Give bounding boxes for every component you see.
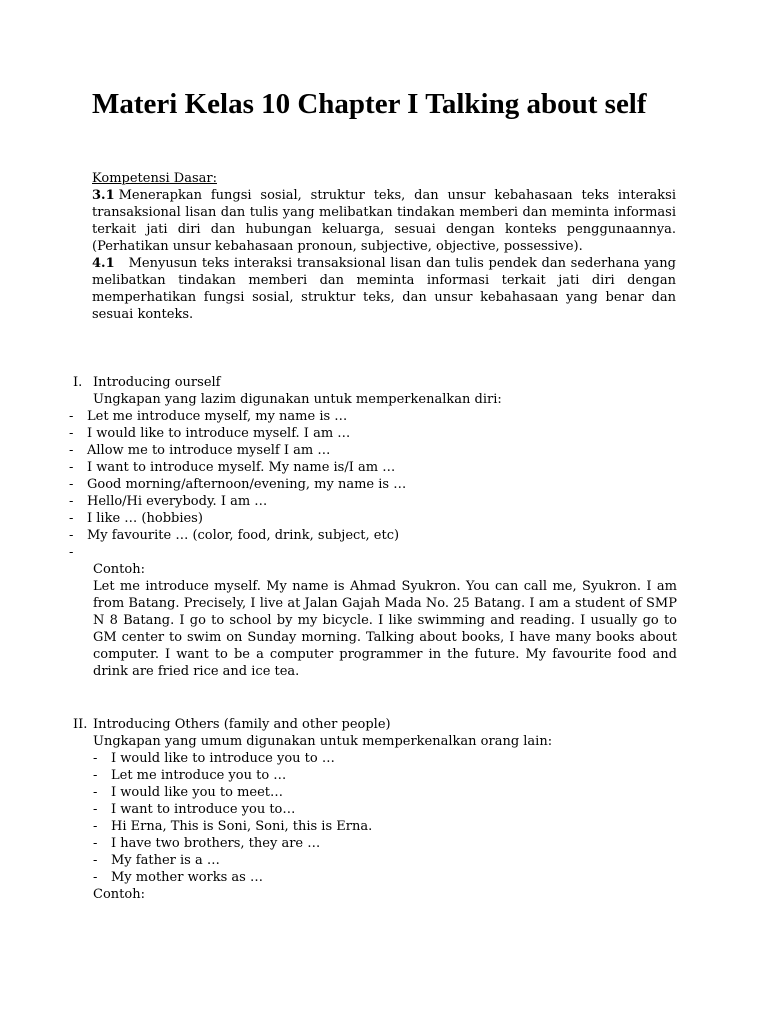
section-heading: [73, 374, 673, 391]
list-item: [93, 869, 673, 886]
list-item: [69, 527, 673, 544]
dash-bullet: -: [69, 545, 74, 560]
list-item-text: I want to introduce you to…: [111, 802, 296, 817]
page-title: Materi Kelas 10 Chapter I Talking about self: [92, 88, 647, 120]
dash-bullet: -: [69, 511, 74, 526]
dash-bullet: -: [93, 802, 98, 817]
contoh-label: Contoh:: [93, 562, 145, 577]
kompetensi-dasar-block: [92, 170, 676, 323]
dash-bullet: -: [69, 477, 74, 492]
list-item: [93, 750, 673, 767]
list-item-text: Good morning/afternoon/evening, my name is …: [87, 477, 407, 492]
list-item-text: Allow me to introduce myself I am …: [87, 443, 331, 458]
list-item-text: I want to introduce myself. My name is/I am …: [87, 460, 396, 475]
list-item: [93, 835, 673, 852]
example-paragraph: Let me introduce myself. My name is Ahmad Syukron. You can call me, Syukron. I am from Batang. Precisely, I live at Jalan Gajah Mada No. 25 Batang. I am a student of SMP N 8 Batang. I go to school by my bicycle. I like swimming and reading. I usually go to GM center to swim on Sunday morning. Talking about books, I have many books about computer. I want to be a computer programmer in the future. My favourite food and drink are fried rice and ice tea.: [93, 579, 677, 679]
contoh-label: Contoh:: [93, 887, 145, 902]
section-title: Introducing Others (family and other people): [93, 717, 391, 732]
section-heading: [73, 716, 673, 733]
dash-bullet: -: [93, 751, 98, 766]
list-item-text: I have two brothers, they are …: [111, 836, 321, 851]
list-item: [69, 459, 673, 476]
dash-bullet: -: [69, 409, 74, 424]
dash-bullet: -: [93, 870, 98, 885]
kompetensi-number: 4.1: [92, 256, 115, 271]
list-item: [93, 852, 673, 869]
list-item: [69, 442, 673, 459]
section-intro: Ungkapan yang umum digunakan untuk memperkenalkan orang lain:: [93, 734, 553, 749]
list-item-text: My mother works as …: [111, 870, 263, 885]
list-item: [69, 408, 673, 425]
list-item: [93, 801, 673, 818]
list-item: [69, 544, 673, 561]
list-item-text: I would like you to meet…: [111, 785, 284, 800]
kompetensi-text: Menerapkan fungsi sosial, struktur teks, dan unsur kebahasaan teks interaksi transaksional lisan dan tulis yang melibatkan tindakan memberi dan meminta informasi terkait jati diri dan hubungan keluarga, sesuai dengan konteks penggunaannya. (Perhatikan unsur kebahasaan pronoun, subjective, objective, possessive).: [92, 188, 676, 254]
kompetensi-number: 3.1: [92, 188, 115, 203]
section-introducing-ourself: [69, 374, 677, 680]
list-item-text: I would like to introduce you to …: [111, 751, 335, 766]
dash-bullet: -: [93, 768, 98, 783]
kompetensi-item-4-1: [92, 255, 676, 323]
list-item: [93, 767, 673, 784]
dash-bullet: -: [93, 836, 98, 851]
list-item-text: My father is a …: [111, 853, 220, 868]
list-item-text: Let me introduce myself, my name is …: [87, 409, 348, 424]
list-item-text: My favourite … (color, food, drink, subject, etc): [87, 528, 400, 543]
kompetensi-dasar-label: Kompetensi Dasar:: [92, 171, 217, 186]
list-item: [69, 510, 673, 527]
section-intro: Ungkapan yang lazim digunakan untuk memperkenalkan diri:: [93, 392, 502, 407]
dash-bullet: -: [69, 460, 74, 475]
list-item-text: Hi Erna, This is Soni, Soni, this is Erna.: [111, 819, 373, 834]
kompetensi-text: Menyusun teks interaksi transaksional lisan dan tulis pendek dan sederhana yang melibatkan tindakan memberi dan meminta informasi terkait jati diri dengan memperhatikan fungsi sosial, struktur teks, dan unsur kebahasaan yang benar dan sesuai konteks.: [92, 256, 676, 322]
expression-list: [93, 750, 673, 886]
section-title: Introducing ourself: [93, 375, 221, 390]
list-item-text: I would like to introduce myself. I am …: [87, 426, 351, 441]
list-item: [93, 818, 673, 835]
list-item: [69, 425, 673, 442]
section-numeral: I.: [73, 375, 83, 390]
list-item: [93, 784, 673, 801]
list-item-text: Let me introduce you to …: [111, 768, 287, 783]
list-item: [69, 493, 673, 510]
dash-bullet: -: [93, 785, 98, 800]
section-introducing-others: [73, 716, 673, 903]
kompetensi-item-3-1: [92, 187, 676, 255]
dash-bullet: -: [93, 819, 98, 834]
dash-bullet: -: [93, 853, 98, 868]
dash-bullet: -: [69, 494, 74, 509]
dash-bullet: -: [69, 528, 74, 543]
expression-list: [69, 408, 673, 561]
dash-bullet: -: [69, 426, 74, 441]
list-item-text: Hello/Hi everybody. I am …: [87, 494, 268, 509]
list-item-text: I like … (hobbies): [87, 511, 203, 526]
dash-bullet: -: [69, 443, 74, 458]
section-numeral: II.: [73, 717, 88, 732]
list-item: [69, 476, 673, 493]
